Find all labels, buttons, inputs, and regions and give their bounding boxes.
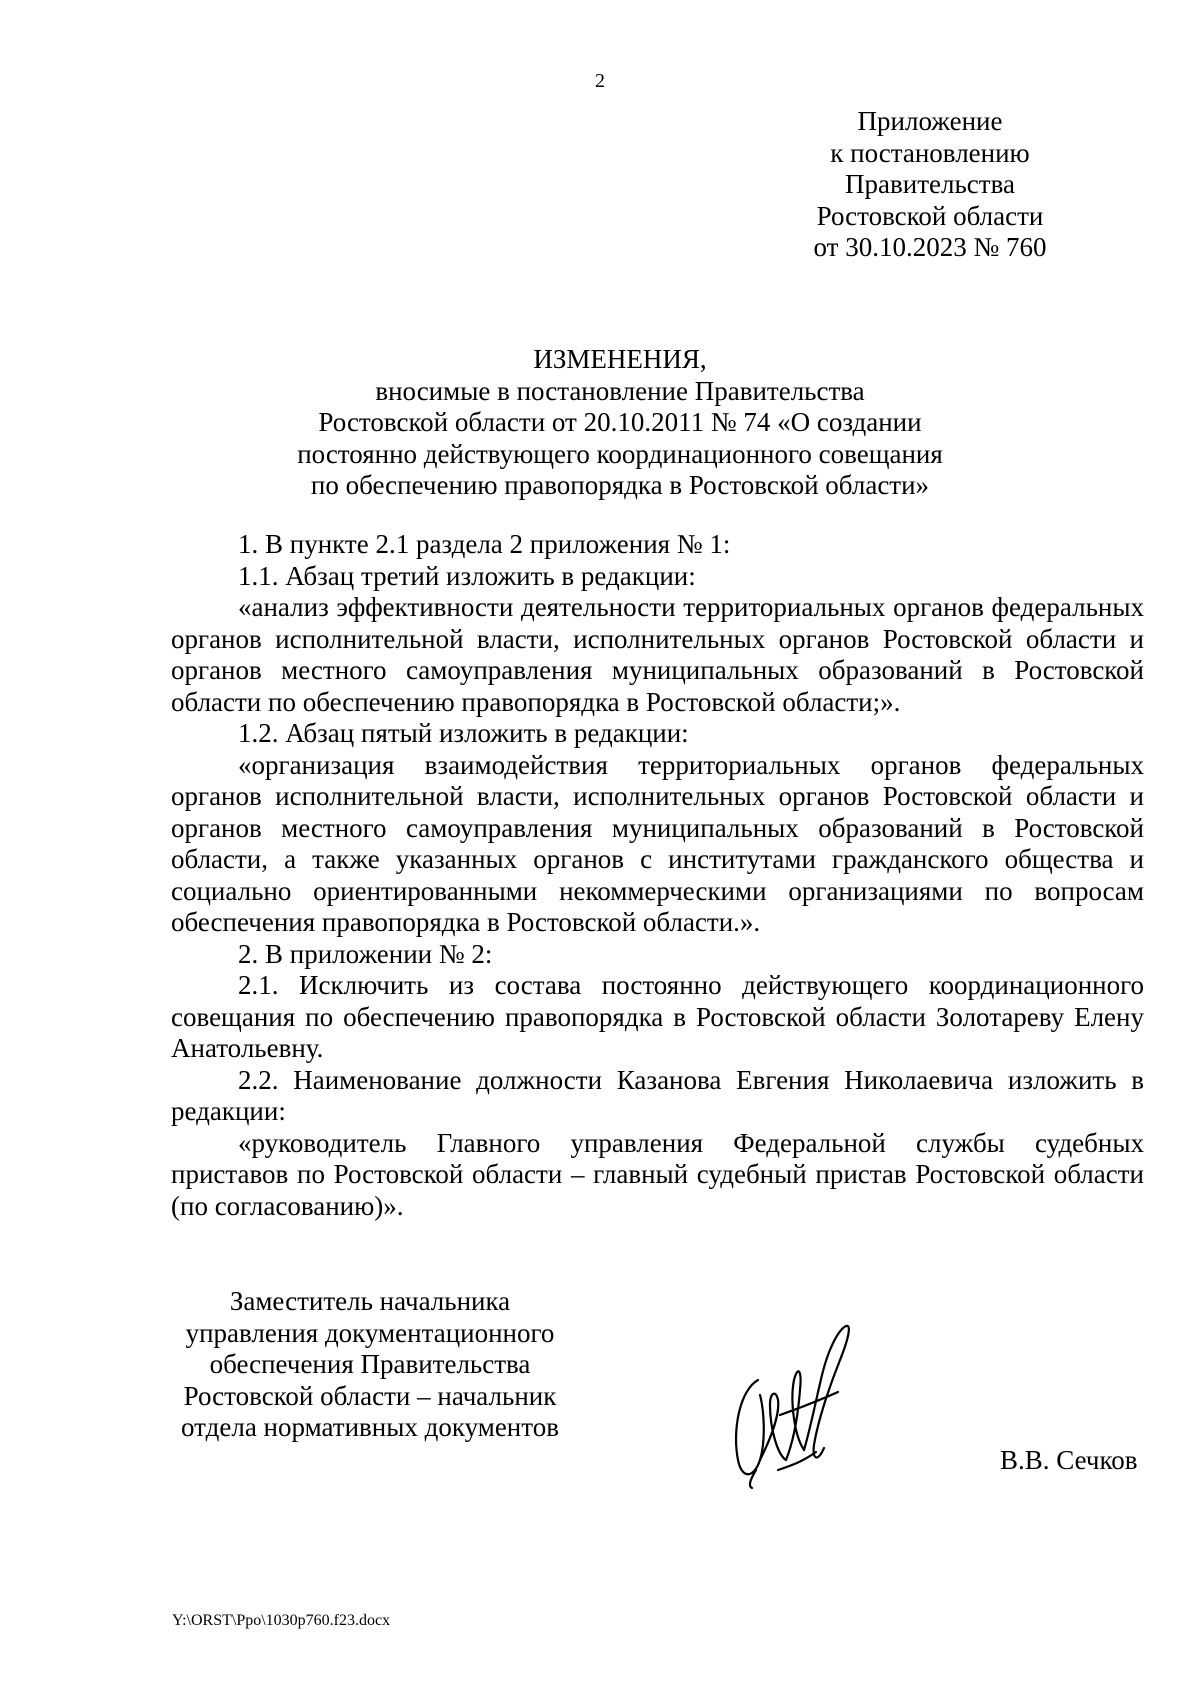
appendix-line: Ростовской области [816, 200, 1044, 231]
appendix-line: Приложение [857, 106, 1003, 136]
body-paragraph: «организация взаимодействия территориальных органов федеральных органов исполнительной власти, исполнительных органов Ростовской области и органов местного самоуправления муниципальных образований в Ростовской области, а также указанных органов с институтами гражданского общества и социально ориентированными некоммерческими организациями по вопросам обеспечения правопорядка в Ростовской области.». [171, 749, 1144, 937]
signer-position-block [175, 1286, 565, 1444]
title-line: постоянно действующего координационного совещания [297, 438, 943, 469]
appendix-line: от 30.10.2023 № 760 [813, 232, 1047, 262]
title-line: вносимые в постановление Правительства [375, 375, 865, 406]
signer-position-line: отдела нормативных документов [181, 1412, 559, 1442]
signer-position-line: Заместитель начальника [229, 1286, 511, 1316]
file-path: Y:\ORST\Ppo\1030p760.f23.docx [172, 1612, 391, 1629]
body-paragraph: 1.1. Абзац третий изложить в редакции: [238, 560, 696, 591]
signer-position-line: Ростовской области – начальник [183, 1380, 557, 1411]
document-title-block [170, 344, 1070, 502]
signer-name: В.В. Сечков [1000, 1445, 1138, 1475]
body-paragraph: 1. В пункте 2.1 раздела 2 приложения № 1: [238, 529, 731, 559]
body-paragraph: 2.1. Исключить из состава постоянно действующего координационного совещания по обеспечению правопорядка в Ростовской области Золотареву Елену Анатольевну. [171, 970, 1144, 1063]
body-paragraph: 1.2. Абзац пятый изложить в редакции: [238, 718, 689, 748]
body-paragraph: «анализ эффективности деятельности территориальных органов федеральных органов исполнительной власти, исполнительных органов Ростовской области и органов местного самоуправления муниципальных образований в Ростовской области по обеспечению правопорядка в Ростовской области;». [171, 592, 1144, 717]
body-paragraph: 2.2. Наименование должности Казанова Евгения Николаевича изложить в редакции: [171, 1064, 1144, 1126]
document-body [171, 529, 1144, 1222]
appendix-block [790, 106, 1070, 264]
title-line: Ростовской области от 20.10.2011 № 74 «О создании [318, 407, 922, 437]
body-paragraph: «руководитель Главного управления Федеральной службы судебных приставов по Ростовской области – главный судебный пристав Ростовской области (по согласованию)». [171, 1127, 1144, 1221]
handwritten-signature [720, 1320, 870, 1490]
appendix-line: к постановлению [830, 137, 1030, 168]
signer-position-line: управления документационного [185, 1317, 555, 1348]
appendix-line: Правительства [845, 169, 1015, 199]
signer-position-line: обеспечения Правительства [209, 1349, 531, 1379]
document-heading: ИЗМЕНЕНИЯ, [533, 344, 707, 374]
title-line: по обеспечению правопорядка в Ростовской области» [310, 470, 930, 500]
body-paragraph: 2. В приложении № 2: [238, 938, 493, 969]
page-number: 2 [595, 70, 605, 92]
